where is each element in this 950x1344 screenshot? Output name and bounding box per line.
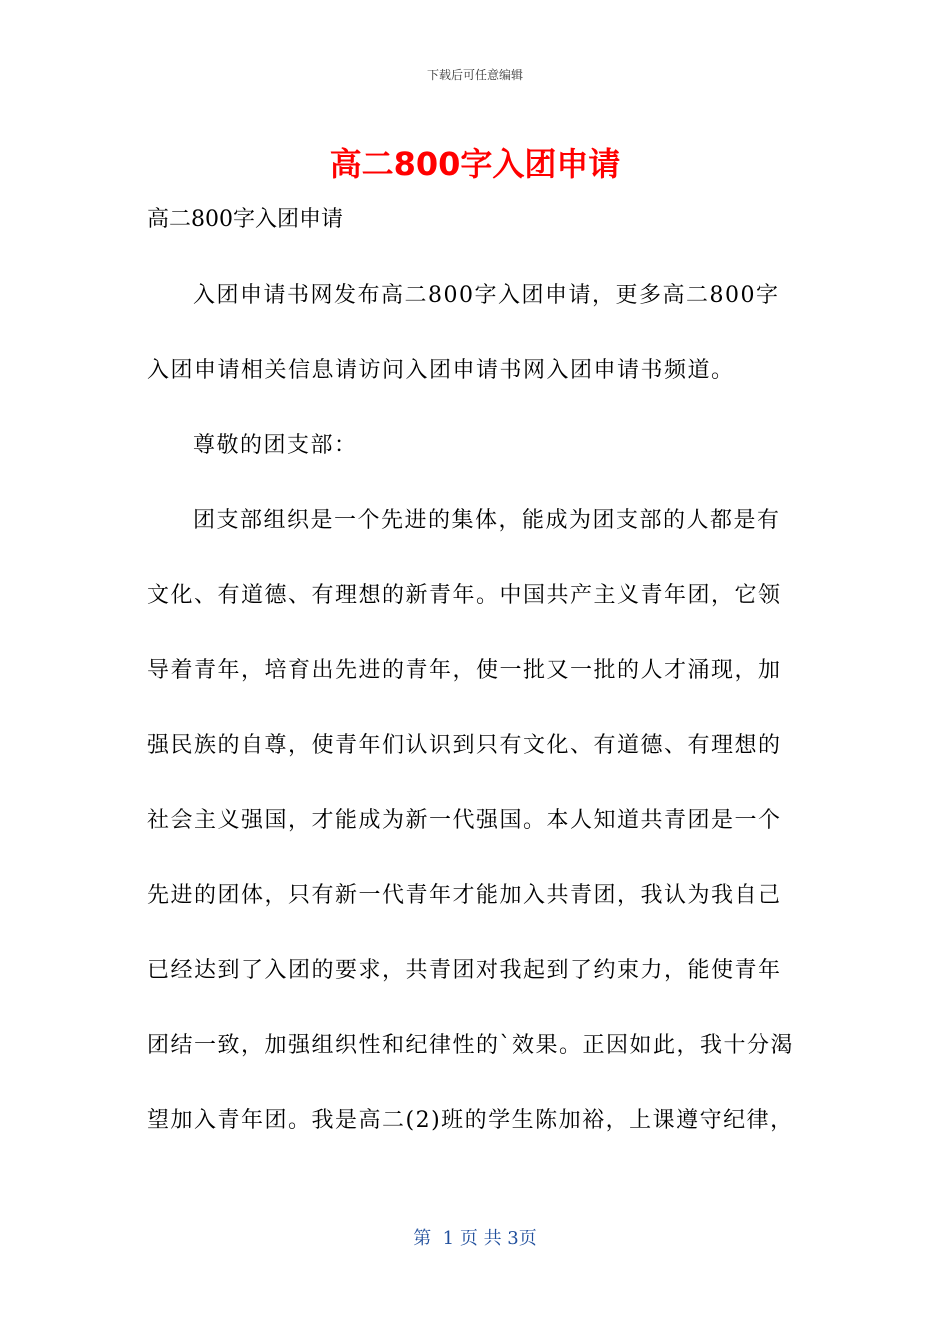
paragraph-line: 望加入青年团。我是高二(2)班的学生陈加裕，上课遵守纪律， <box>147 1108 794 1133</box>
paragraph-line: 强民族的自尊，使青年们认识到只有文化、有道德、有理想的 <box>147 733 782 758</box>
page-number-footer: 第 1 页 共 3页 <box>413 1228 537 1249</box>
header-note: 下载后可任意编辑 <box>426 68 523 82</box>
paragraph-line: 团结一致，加强组织性和纪律性的`效果。正因如此，我十分渴 <box>147 1033 795 1058</box>
document-title: 高二800字入团申请 <box>329 145 621 183</box>
paragraph-line: 已经达到了入团的要求，共青团对我起到了约束力，能使青年 <box>147 958 782 983</box>
document-subtitle: 高二800字入团申请 <box>147 207 343 232</box>
paragraph-line: 导着青年，培育出先进的青年，使一批又一批的人才涌现，加 <box>147 658 782 683</box>
paragraph-line: 团支部组织是一个先进的集体，能成为团支部的人都是有 <box>193 508 781 533</box>
paragraph-line: 入团申请相关信息请访问入团申请书网入团申请书频道。 <box>147 358 735 383</box>
paragraph-line: 社会主义强国，才能成为新一代强国。本人知道共青团是一个 <box>147 808 782 833</box>
document-body <box>147 272 807 1172</box>
paragraph-line: 文化、有道德、有理想的新青年。中国共产主义青年团，它领 <box>147 583 782 608</box>
salutation-line: 尊敬的团支部： <box>193 433 358 458</box>
paragraph-line: 先进的团体，只有新一代青年才能加入共青团，我认为我自己 <box>147 883 782 908</box>
paragraph-line: 入团申请书网发布高二800字入团申请，更多高二800字 <box>193 283 780 308</box>
